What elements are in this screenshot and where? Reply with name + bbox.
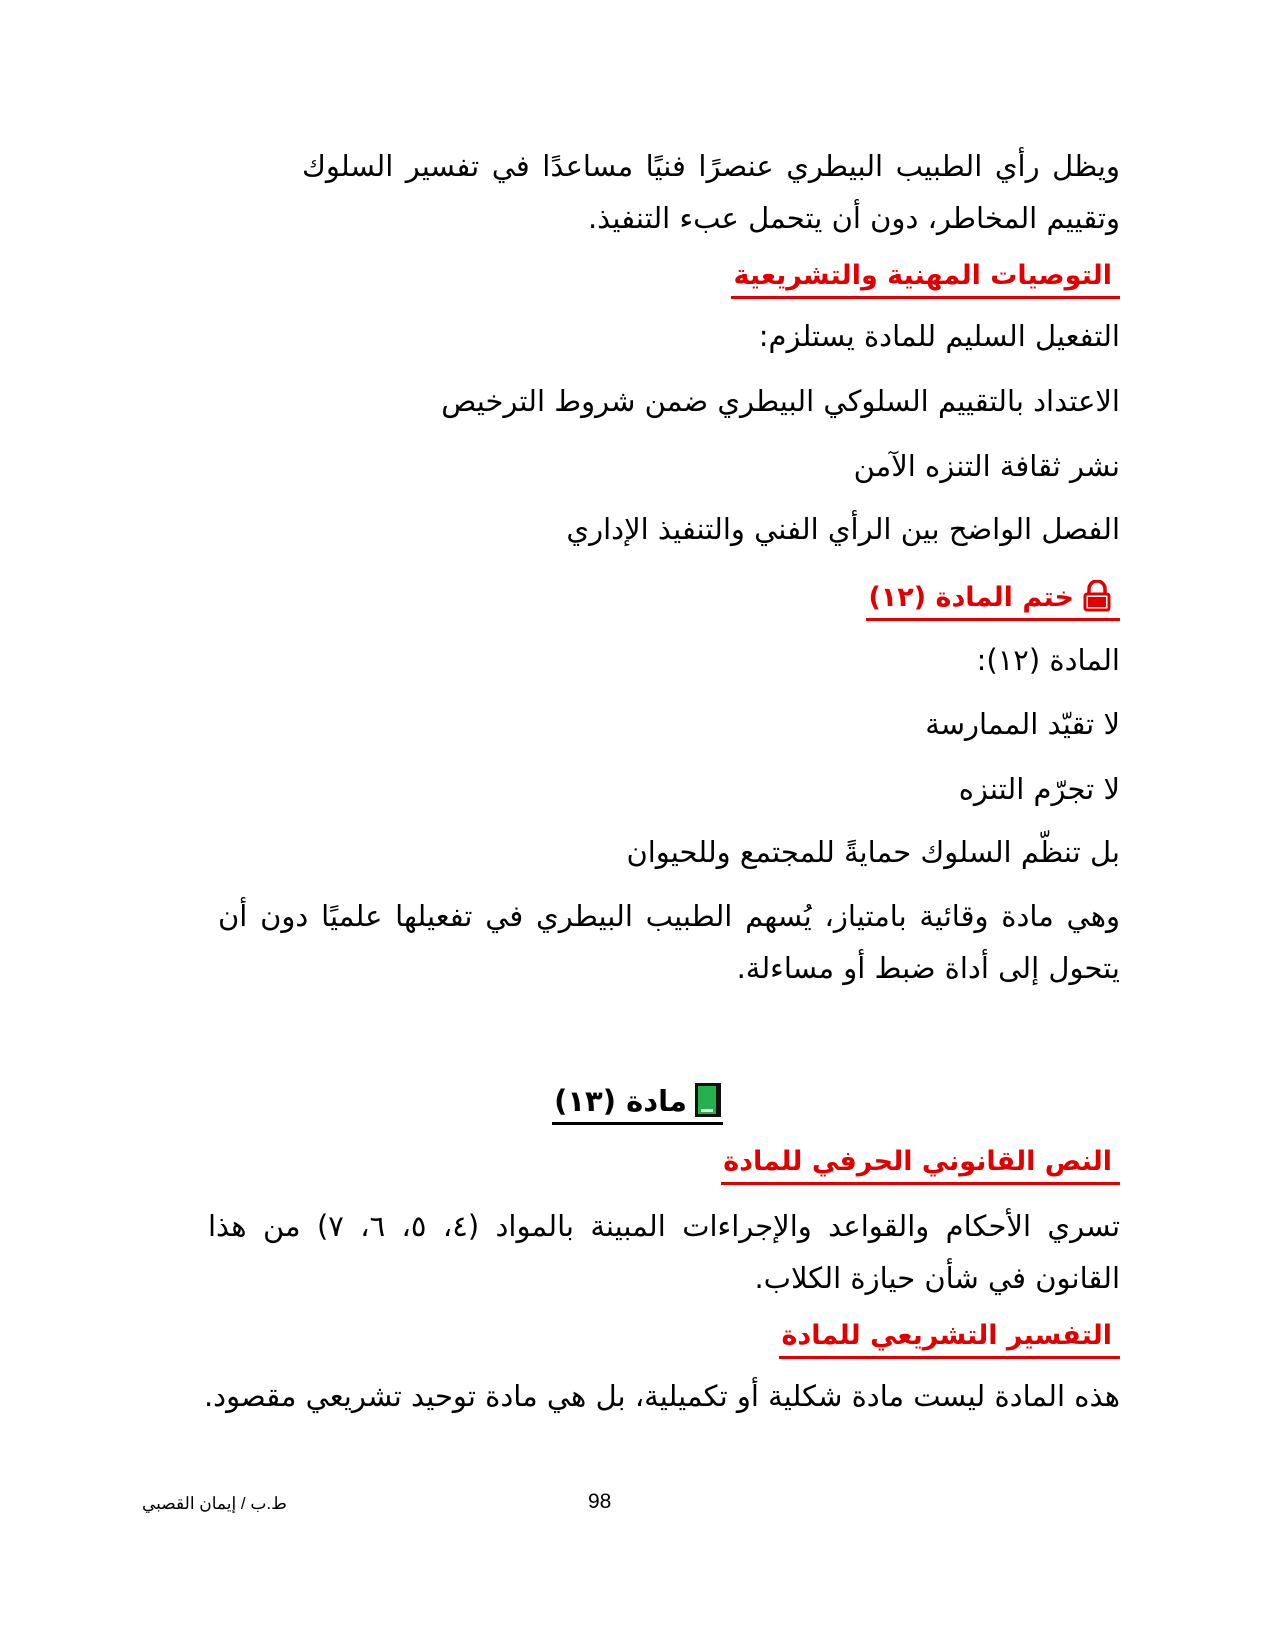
closing-heading: ختم المادة (١٢) — [866, 578, 1120, 621]
closing-item-2: لا تجرّم التنزه — [958, 772, 1120, 806]
green-book-icon — [695, 1083, 721, 1117]
recommendations-heading: التوصيات المهنية والتشريعية — [731, 256, 1120, 299]
recommendations-lead: التفعيل السليم للمادة يستلزم: — [758, 319, 1120, 353]
closing-summary: وهي مادة وقائية بامتياز، يُسهم الطبيب البيطري في تفعيلها علميًا دون أن يتحول إلى أداة ضبط أو مساءلة. — [218, 899, 1120, 985]
interpretation-heading: التفسير التشريعي للمادة — [779, 1316, 1120, 1359]
article-13-title: مادة (١٣) — [0, 1080, 1275, 1125]
recommendation-item-3: الفصل الواضح بين الرأي الفني والتنفيذ الإداري — [566, 512, 1120, 546]
recommendation-item-2: نشر ثقافة التنزه الآمن — [853, 449, 1120, 483]
article-12-label: المادة (١٢): — [976, 643, 1120, 677]
recommendation-item-1: الاعتداد بالتقييم السلوكي البيطري ضمن شروط الترخيص — [441, 384, 1120, 418]
footer-author: ط.ب / إيمان القصبي — [142, 1494, 287, 1513]
closing-item-1: لا تقيّد الممارسة — [925, 707, 1120, 741]
article-13-text: تسري الأحكام والقواعد والإجراءات المبينة بالمواد (٤، ٥، ٦، ٧) من هذا القانون في شأن حيازة الكلاب. — [208, 1209, 1121, 1295]
closing-item-3: بل تنظّم السلوك حمايةً للمجتمع وللحيوان — [626, 835, 1120, 869]
intro-paragraph: ويظل رأي الطبيب البيطري عنصرًا فنيًا مساعدًا في تفسير السلوك وتقييم المخاطر، دون أن يتحمل عبء التنفيذ. — [302, 149, 1120, 235]
interpretation-text: هذه المادة ليست مادة شكلية أو تكميلية، بل هي مادة توحيد تشريعي مقصود. — [203, 1379, 1120, 1413]
literal-text-heading: النص القانوني الحرفي للمادة — [721, 1142, 1120, 1185]
page-number: 98 — [588, 1490, 612, 1513]
lock-icon — [1082, 580, 1112, 612]
